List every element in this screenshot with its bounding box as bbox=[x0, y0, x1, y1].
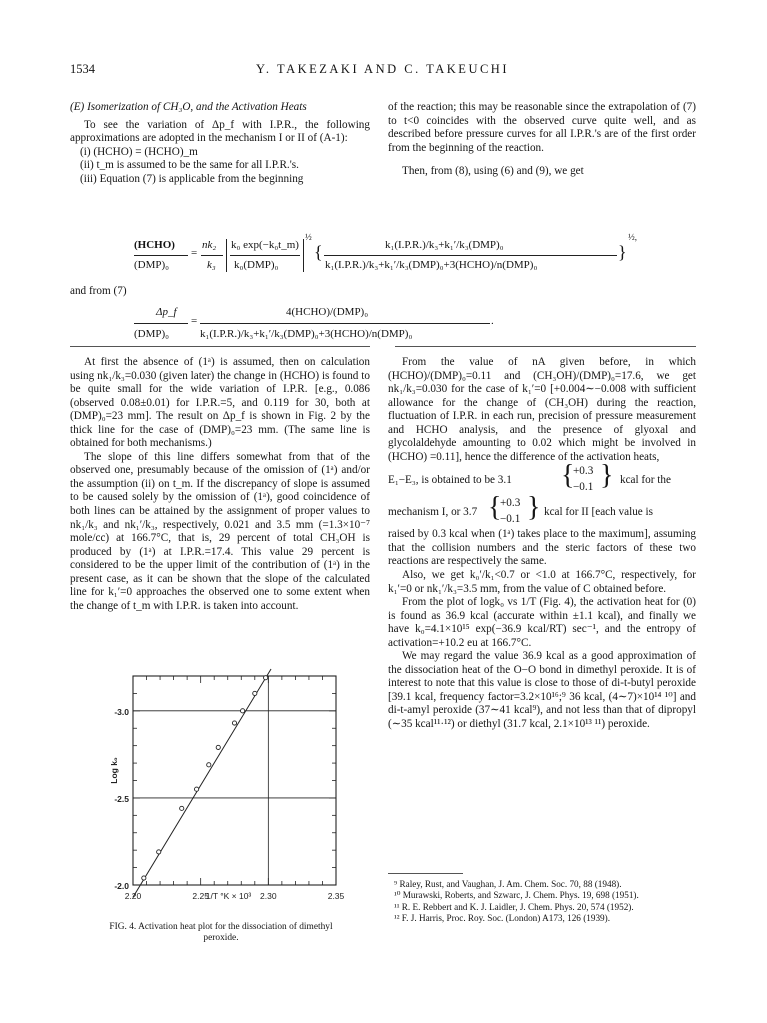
running-authors: Y. TAKEZAKI AND C. TAKEUCHI bbox=[256, 62, 509, 76]
data-point bbox=[253, 691, 257, 695]
data-point bbox=[195, 787, 199, 791]
x-tick-label: 2.20 bbox=[124, 891, 142, 901]
eq-term: . bbox=[491, 315, 494, 327]
x-tick-label: 2.30 bbox=[260, 891, 277, 901]
uncertainty-minus: −0.1 bbox=[500, 513, 521, 526]
y-tick-label: -2.5 bbox=[114, 793, 129, 804]
footnote: ¹² F. J. Harris, Proc. Roy. Soc. (London) A173, 126 (1939). bbox=[394, 912, 610, 923]
exponent: ½ bbox=[305, 232, 312, 242]
plot-frame bbox=[133, 676, 336, 885]
page-number: 1534 bbox=[70, 62, 95, 76]
eq-term: 4(HCHO)/(DMP)₀ bbox=[286, 306, 369, 318]
uncertainty-minus: −0.1 bbox=[573, 481, 594, 494]
brace: } bbox=[600, 460, 614, 492]
eq-sign: = bbox=[191, 247, 198, 259]
fit-line bbox=[133, 669, 271, 897]
paragraph: From the plot of logk₀ vs 1/T (Fig. 4), the activation heat for (0) is found as 36.9 kcal (accurate within ±1.1 kcal), and finally we have k₀=4.1×10¹⁵ exp(−36.9 kcal/RT) sec⁻¹, and the entropy of activation=+10.2 eu at 166.7°C. bbox=[388, 596, 696, 649]
eq-term: (DMP)₀ bbox=[134, 328, 170, 340]
y-tick-label: -2.0 bbox=[114, 881, 129, 891]
data-point bbox=[232, 721, 236, 725]
eq-term: k₀(DMP)₀ bbox=[234, 259, 279, 271]
brace: } bbox=[527, 492, 541, 524]
data-point bbox=[142, 876, 146, 880]
paragraph: To see the variation of Δp_f with I.P.R., the following approximations are adopted in the mechanism I or II of (A-1): bbox=[70, 118, 370, 145]
text-run: kcal for II [each value is bbox=[544, 506, 654, 519]
eq-term: (DMP)₀ bbox=[134, 259, 170, 271]
paragraph: raised by 0.3 kcal when (1ᵃ) takes place to the maximum], assuming that the collision numbers and the steric factors of these two reactions are respectively the same. bbox=[388, 528, 696, 568]
list-item: (ii) t_m is assumed to be the same for all I.P.R.'s. bbox=[80, 159, 299, 172]
eq-term: k₁(I.P.R.)/k₃+k₁′/k₃(DMP)₀+3(HCHO)/n(DMP)₀ bbox=[325, 259, 538, 271]
data-point bbox=[264, 676, 268, 680]
eq-term: k₀ exp(−k₀t_m) bbox=[231, 239, 299, 251]
paragraph: At first the absence of (1ᵃ) is assumed, then on calculation using nk₁/k₃=0.030 (given later) the change in (HCHO) is found to be quite small for the wide variation of I.P.R. [e.g., 0.086 (observed 0.08±0.01) for I.P.R.=5, and 0.119 for 30, both at (DMP)₀=23 mm]. The result on Δp_f is shown in Fig. 2 by the thick line for the case of (DMP)₀=23 mm. (The same line is obtained for both mechanisms.) bbox=[70, 356, 370, 450]
exponent: ½, bbox=[628, 232, 637, 242]
eq-term: k₁(I.P.R.)/k₃+k₁′/k₃(DMP)₀+3(HCHO)/n(DMP)₀ bbox=[200, 328, 413, 340]
footnote: ¹⁰ Murawski, Roberts, and Szwarc, J. Chem. Phys. 19, 698 (1951). bbox=[394, 890, 639, 901]
brace: { bbox=[488, 492, 502, 524]
y-axis-label: Log k₀ bbox=[109, 757, 119, 784]
text-run: E₁−E₃, is obtained to be 3.1 bbox=[388, 474, 512, 487]
eq-term: nk₂ bbox=[202, 239, 217, 251]
section-heading: (E) Isomerization of CH₃O, and the Activation Heats bbox=[70, 101, 307, 113]
y-tick-label: -3.0 bbox=[114, 706, 129, 717]
x-tick-label: 2.35 bbox=[327, 891, 345, 901]
uncertainty-plus: +0.3 bbox=[573, 465, 594, 478]
paragraph: Then, from (8), using (6) and (9), we get bbox=[402, 165, 584, 178]
eq-term: k₃ bbox=[207, 259, 216, 271]
x-axis-label: 1/T °K × 10³ bbox=[205, 891, 252, 901]
list-item: (iii) Equation (7) is applicable from the beginning bbox=[80, 172, 304, 185]
figure-caption: FIG. 4. Activation heat plot for the dissociation of dimethyl peroxide. bbox=[109, 922, 333, 943]
paragraph: We may regard the value 36.9 kcal as a good approximation of the dissociation heat of the O−O bond in dimethyl peroxide. It is of interest to note that this value is close to those of di-t-butyl peroxide [39.1 kcal, frequency factor=3.2×10¹⁶;⁹ 36 kcal, (4∼7)×10¹⁴ ¹⁰] and di-t-amyl peroxide (37∼41 kcal⁹), and not less than that of dipropyl (∼35 kcal¹¹·¹²) or diethyl (31.7 kcal, 2.1×10¹³ ¹¹) peroxide. bbox=[388, 650, 696, 731]
paragraph: of the reaction; this may be reasonable since the extrapolation of (7) to t<0 coincides with the observed curve quite well, and as described before pressure curves for all I.P.R.'s are of the first order from the beginning of the reaction. bbox=[388, 101, 696, 154]
brace: { bbox=[314, 242, 323, 262]
data-point bbox=[241, 709, 245, 713]
footnote: ⁹ Raley, Rust, and Vaughan, J. Am. Chem. Soc. 70, 88 (1948). bbox=[394, 879, 622, 889]
brace: } bbox=[618, 242, 627, 262]
text-run: kcal for the bbox=[620, 474, 671, 487]
x-tick-label: 2.25 bbox=[192, 891, 209, 901]
text-run: mechanism I, or 3.7 bbox=[388, 506, 478, 519]
paragraph: Also, we get k₀′/k₁<0.7 or <1.0 at 166.7°C, respectively, for k₁′=0 or nk₁′/k₃=3.5 mm, from the value of C obtained before. bbox=[388, 569, 696, 595]
data-point bbox=[157, 850, 161, 854]
eq-term: k₁(I.P.R.)/k₃+k₁′/k₃(DMP)₀ bbox=[385, 239, 504, 251]
footnote: ¹¹ R. E. Rebbert and K. J. Laidler, J. Chem. Phys. 20, 574 (1952). bbox=[394, 901, 634, 912]
uncertainty-plus: +0.3 bbox=[500, 497, 521, 510]
eq-term: Δp_f bbox=[156, 306, 177, 318]
data-point bbox=[207, 763, 211, 767]
list-item: (i) (HCHO) = (HCHO)_m bbox=[80, 145, 198, 158]
eq-sign: = bbox=[191, 315, 198, 327]
paragraph: From the value of nA given before, in which (HCHO)/(DMP)₀=0.11 and (CH₃OH)/(DMP)₀=17.6, we get nk₁/k₃=0.030 for the case of k₁′=0 [+0.004∼−0.008 with sufficient allowance for the change of (CH₃OH) during the reaction, fluctuation of I.P.R. in each run, precision of pressure measurement and HCHO analysis, and the presence of glyoxal and glycolaldehyde amounting to 0.02 which might be involved in (HCHO) =0.11], hence the difference of the activation heats, bbox=[388, 356, 696, 463]
paragraph: The slope of this line differs somewhat from that of the observed one, presumably because of the omission of (1ᵃ) and/or the assumption (ii) on t_m. If the discrepancy of slope is assumed to be caused solely by the omission of (1ᵃ), good coincidence of both lines can be attained by the assignment of proper values to nk₁/k₃ and nk₁′/k₃, respectively, 0.021 and 3.5 mm (=1.3×10⁻⁷ mole/cc) at 166.7°C, that is, 29 percent of total CH₃OH is produced by (1ᵃ) at I.P.R.=17.4. This value 29 percent is considered to be the upper limit of the contribution of (1ᵃ) in the present case, as it can be shown that the slope of the calculated line for k₁′=0 approaches the observed one to some extent when the change of t_m with I.P.R. is taken into account. bbox=[70, 450, 370, 612]
brace: { bbox=[561, 460, 575, 492]
and-from-text: and from (7) bbox=[70, 285, 127, 297]
data-point bbox=[180, 806, 184, 810]
data-point bbox=[216, 745, 220, 749]
eq-term: (HCHO) bbox=[134, 239, 175, 251]
